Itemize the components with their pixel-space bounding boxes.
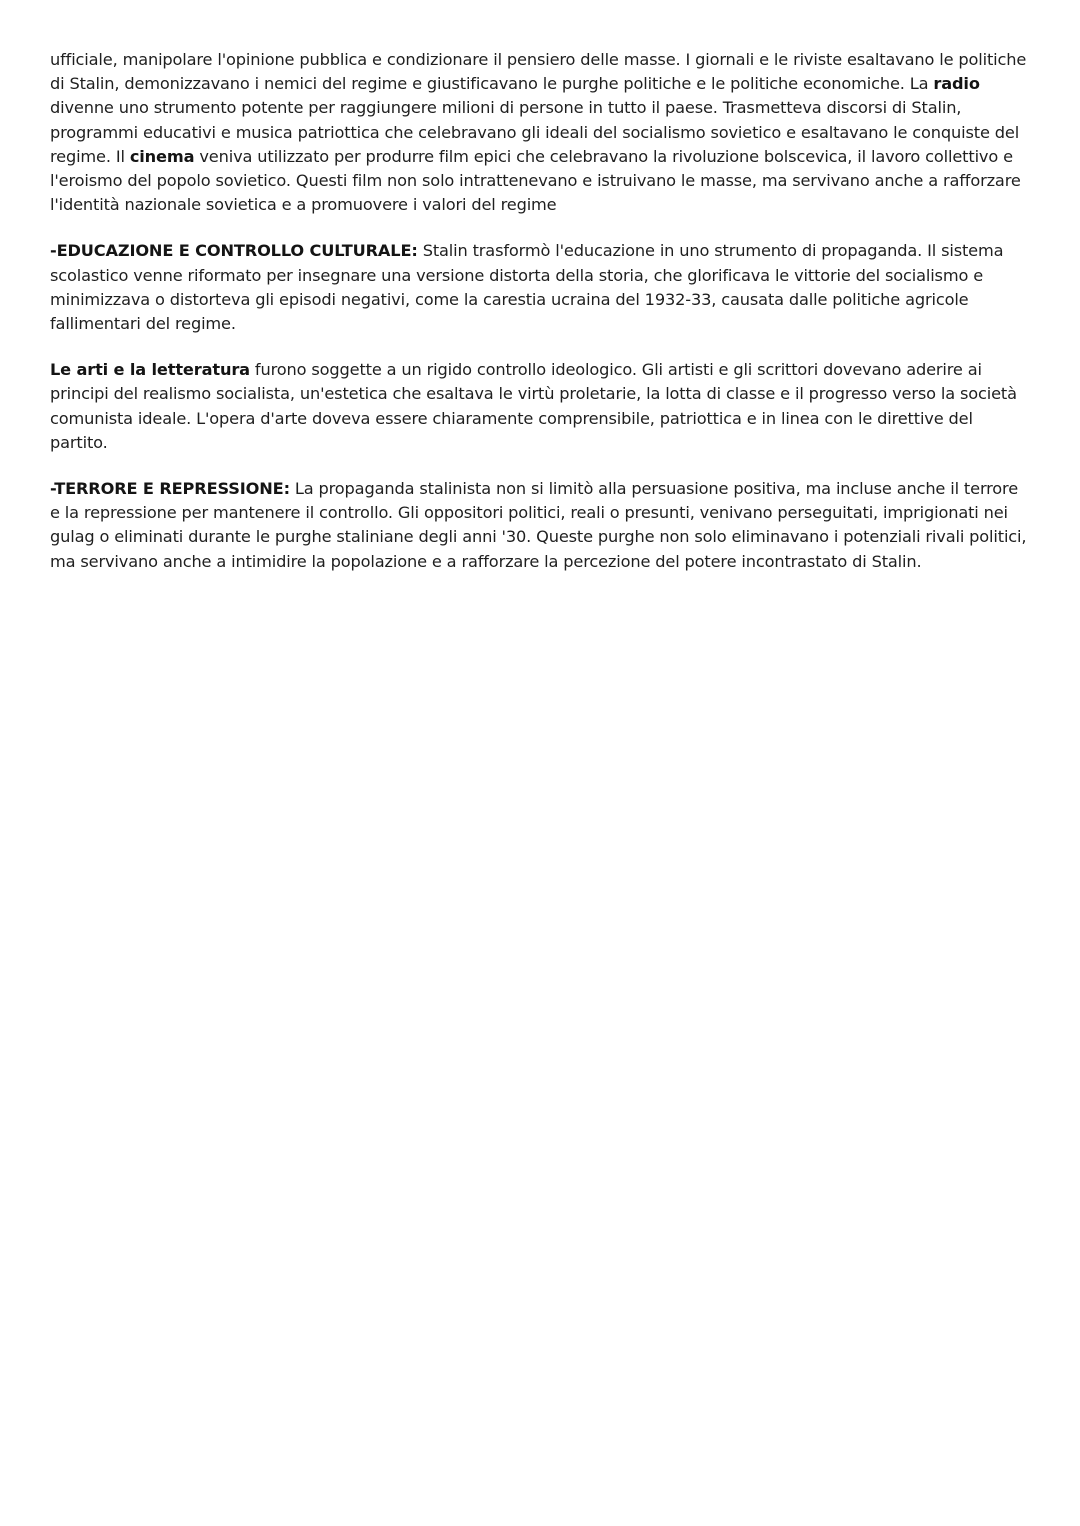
paragraph-media bbox=[50, 48, 1028, 217]
paragraph-text: La propaganda stalinista non si limitò alla persuasione positiva, ma incluse anche il terrore e la repressione per mantenere il controllo. Gli oppositori politici, reali o presunti, venivano perseguitati, imprigionati nei gulag o eliminati durante le purghe staliniane degli anni '30. Queste purghe non solo eliminavano i potenziali rivali politici, ma servivano anche a intimidire la popolazione e a rafforzare la percezione del potere incontrastato di Stalin. bbox=[50, 479, 1027, 571]
paragraph-text: divenne uno strumento potente per raggiungere milioni di persone in tutto il paese. Trasmetteva discorsi di Stalin, programmi educativi e musica patriottica che celebravano gli ideali del socialismo sovietico e esaltavano le conquiste del regime. Il bbox=[50, 98, 1020, 166]
keyword-cinema: cinema bbox=[129, 146, 195, 166]
document-page bbox=[50, 48, 1028, 596]
paragraph-text: veniva utilizzato per produrre film epici che celebravano la rivoluzione bolscevica, il lavoro collettivo e l'eroismo del popolo sovietico. Questi film non solo intrattenevano e istruivano le masse, ma servivano anche a rafforzare l'identità nazionale sovietica e a promuovere i valori del regime bbox=[50, 146, 1021, 215]
keyword-arts: Le arti e la letteratura bbox=[50, 360, 250, 380]
paragraph-education bbox=[50, 239, 1028, 336]
paragraph-text: furono soggette a un rigido controllo ideologico. Gli artisti e gli scrittori dovevano aderire ai principi del realismo socialista, un'estetica che esaltava le virtù proletarie, la lotta di classe e il progresso verso la società comunista ideale. L'opera d'arte doveva essere chiaramente comprensibile, patriottica e in linea con le direttive del partito. bbox=[50, 360, 1017, 452]
keyword-radio: radio bbox=[933, 74, 980, 94]
section-heading-education: -EDUCAZIONE E CONTROLLO CULTURALE: bbox=[50, 241, 418, 261]
section-heading-terror: -TERRORE E REPRESSIONE: bbox=[50, 479, 290, 499]
paragraph-text: ufficiale, manipolare l'opinione pubblica e condizionare il pensiero delle masse. I giornali e le riviste esaltavano le politiche di Stalin, demonizzavano i nemici del regime e giustificavano le purghe politiche e le politiche economiche. La bbox=[50, 50, 1027, 94]
paragraph-text: Stalin trasformò l'educazione in uno strumento di propaganda. Il sistema scolastico venne riformato per insegnare una versione distorta della storia, che glorificava le vittorie del socialismo e minimizzava o distorteva gli episodi negativi, come la carestia ucraina del 1932-33, causata dalle politiche agricole fallimentari del regime. bbox=[50, 241, 1004, 334]
paragraph-terror bbox=[50, 477, 1028, 574]
paragraph-arts bbox=[50, 358, 1028, 455]
